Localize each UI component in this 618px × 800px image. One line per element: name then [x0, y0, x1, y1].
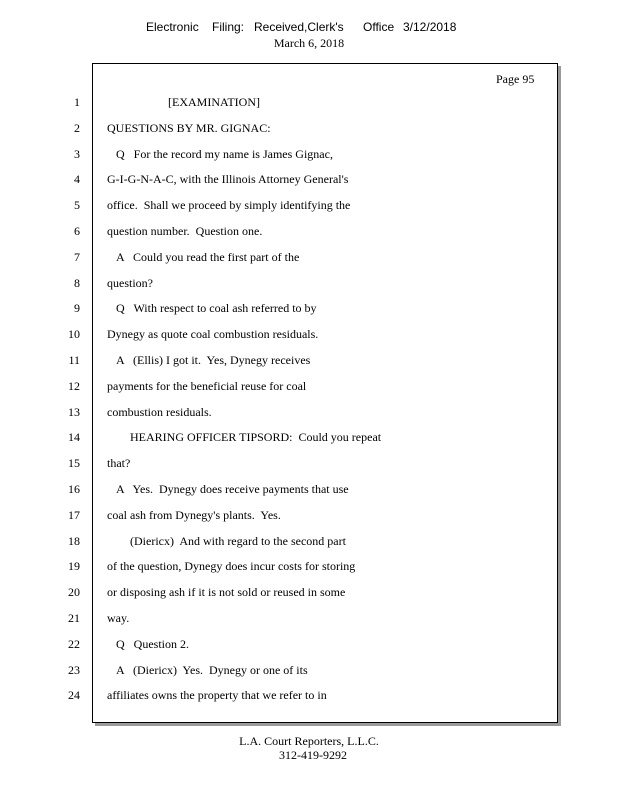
line-number: 14 — [68, 430, 80, 444]
line-number: 13 — [68, 405, 80, 419]
transcript-line-text: affiliates owns the property that we refer to in — [107, 688, 327, 702]
filing-stamp-word: Filing: — [212, 20, 245, 34]
page-number: Page 95 — [496, 72, 535, 86]
transcript-line-text: QUESTIONS BY MR. GIGNAC: — [107, 121, 271, 135]
transcript-line-text: question? — [107, 276, 153, 290]
transcript-line-text: question number. Question one. — [107, 224, 263, 238]
transcript-line-text: Q For the record my name is James Gignac, — [116, 147, 333, 161]
footer-phone: 312-419-9292 — [279, 748, 347, 762]
line-number: 17 — [68, 508, 80, 522]
transcript-line-text: HEARING OFFICER TIPSORD: Could you repeat — [130, 430, 382, 444]
line-number: 4 — [74, 172, 80, 186]
transcript-line-text: G-I-G-N-A-C, with the Illinois Attorney General's — [107, 172, 349, 186]
line-number: 2 — [74, 121, 80, 135]
line-number: 3 — [74, 147, 80, 161]
transcript-line-text: (Diericx) And with regard to the second part — [130, 534, 346, 548]
transcript-line-text: A Yes. Dynegy does receive payments that use — [116, 482, 349, 496]
line-number: 6 — [74, 224, 80, 238]
line-number: 11 — [68, 353, 80, 367]
line-number: 1 — [74, 95, 80, 109]
filing-stamp-date: 3/12/2018 — [403, 20, 457, 34]
transcript-line-text: combustion residuals. — [107, 405, 212, 419]
filing-stamp-word: Received,Clerk's — [254, 20, 344, 34]
line-number: 15 — [68, 456, 80, 470]
line-number: 24 — [68, 688, 80, 702]
transcript-line-text: or disposing ash if it is not sold or reused in some — [107, 585, 346, 599]
transcript-line-text: that? — [107, 456, 131, 470]
transcript-line-text: Dynegy as quote coal combustion residuals. — [107, 327, 319, 341]
line-number: 16 — [68, 482, 80, 496]
transcript-line-text: way. — [107, 611, 130, 625]
line-number: 9 — [74, 301, 80, 315]
transcript-line-text: A (Diericx) Yes. Dynegy or one of its — [116, 663, 308, 677]
transcript-line-text: [EXAMINATION] — [168, 95, 260, 109]
hearing-date: March 6, 2018 — [273, 36, 345, 50]
line-number: 20 — [68, 585, 80, 599]
line-number: 5 — [74, 198, 80, 212]
transcript-line-text: of the question, Dynegy does incur costs for storing — [107, 559, 356, 573]
line-number: 7 — [74, 250, 80, 264]
transcript-line-text: Q With respect to coal ash referred to by — [116, 301, 317, 315]
line-number: 23 — [68, 663, 80, 677]
line-number: 10 — [68, 327, 80, 341]
line-number: 18 — [68, 534, 80, 548]
filing-stamp-word: Office — [363, 20, 395, 34]
transcript-line-text: A (Ellis) I got it. Yes, Dynegy receives — [116, 353, 311, 367]
footer-company: L.A. Court Reporters, L.L.C. — [239, 734, 379, 748]
line-number: 22 — [68, 637, 80, 651]
line-number: 21 — [68, 611, 80, 625]
transcript-line-text: payments for the beneficial reuse for coal — [107, 379, 307, 393]
transcript-line-text: Q Question 2. — [116, 637, 189, 651]
line-number: 8 — [74, 276, 80, 290]
transcript-line-text: A Could you read the first part of the — [116, 250, 300, 264]
transcript-line-text: office. Shall we proceed by simply identifying the — [107, 198, 351, 212]
line-number: 12 — [68, 379, 80, 393]
line-number: 19 — [68, 559, 80, 573]
transcript-line-text: coal ash from Dynegy's plants. Yes. — [107, 508, 281, 522]
filing-stamp-word: Electronic — [146, 20, 199, 34]
